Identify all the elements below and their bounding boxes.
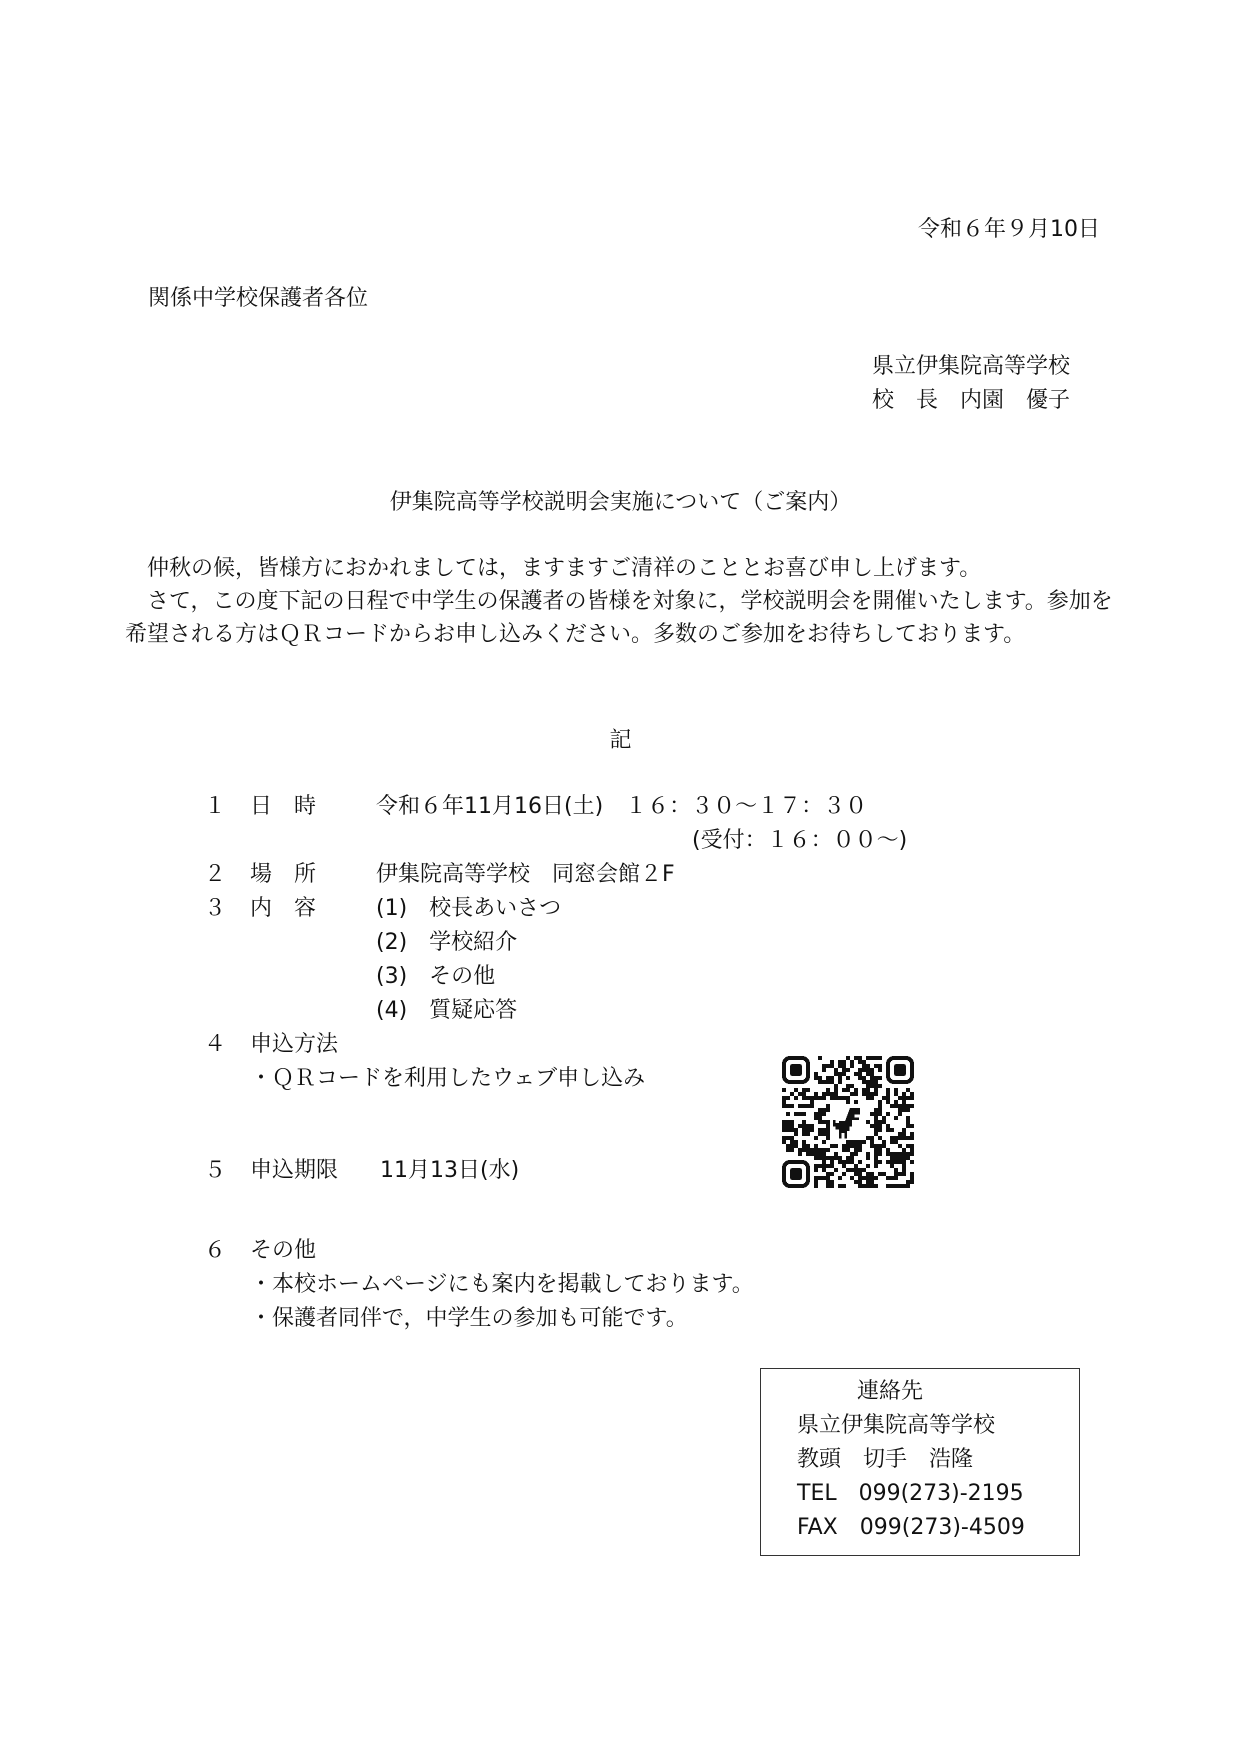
body-text xyxy=(125,552,1115,651)
document-date: 令和６年９月10日 xyxy=(918,217,1100,242)
ki-heading: 記 xyxy=(609,728,632,753)
contact-person: 教頭 切手 浩隆 xyxy=(797,1447,974,1472)
greeting-paragraph: 仲秋の候，皆様方におかれましては，ますますご清祥のこととお喜び申し上げます。 xyxy=(147,556,982,581)
item-2-value: 伊集院高等学校 同窓会館２F xyxy=(376,862,675,887)
item-3-sub-4: (4) 質疑応答 xyxy=(376,998,518,1023)
item-3-sub-1: (1) 校長あいさつ xyxy=(376,896,562,921)
item-6-label: その他 xyxy=(250,1238,317,1263)
sender-principal: 校 長 内園 優子 xyxy=(872,388,1071,413)
contact-tel: TEL 099(273)-2195 xyxy=(797,1481,1024,1506)
item-5-label: 申込期限 xyxy=(250,1158,339,1183)
item-3-label: 内 容 xyxy=(250,896,317,921)
item-6-detail-2: ・保護者同伴で，中学生の参加も可能です。 xyxy=(250,1306,688,1331)
item-5-value: 11月13日(水) xyxy=(380,1158,520,1183)
item-4-detail: ・ＱＲコードを利用したウェブ申し込み xyxy=(250,1066,646,1091)
recipient-line: 関係中学校保護者各位 xyxy=(148,286,369,311)
item-1-label: 日 時 xyxy=(250,794,317,819)
item-3-number: ３ xyxy=(204,896,227,921)
qr-code[interactable] xyxy=(782,1056,914,1188)
document-title: 伊集院高等学校説明会実施について（ご案内） xyxy=(389,490,852,515)
item-4-label: 申込方法 xyxy=(250,1032,339,1057)
item-2-label: 場 所 xyxy=(250,862,317,887)
invitation-paragraph: さて，この度下記の日程で中学生の保護者の皆様を対象に，学校説明会を開催いたします。参加を希望される方はＱＲコードからお申し込みください。多数のご参加をお待ちしております。 xyxy=(125,589,1113,647)
contact-heading: 連絡先 xyxy=(857,1379,924,1404)
item-4-number: ４ xyxy=(204,1032,227,1057)
contact-box xyxy=(760,1368,1080,1556)
item-6-number: ６ xyxy=(204,1238,227,1263)
item-3-sub-2: (2) 学校紹介 xyxy=(376,930,518,955)
contact-school: 県立伊集院高等学校 xyxy=(797,1413,996,1438)
dinosaur-icon xyxy=(830,1104,866,1140)
item-1-reception: (受付：１６：００～) xyxy=(692,828,908,853)
item-5-number: ５ xyxy=(204,1158,227,1183)
contact-fax: FAX 099(273)-4509 xyxy=(797,1515,1025,1540)
item-2-number: ２ xyxy=(204,862,227,887)
sender-school: 県立伊集院高等学校 xyxy=(872,354,1071,379)
item-6-detail-1: ・本校ホームページにも案内を掲載しております。 xyxy=(250,1272,754,1297)
item-3-sub-3: (3) その他 xyxy=(376,964,496,989)
item-1-value: 令和６年11月16日(土) １６：３０～１７：３０ xyxy=(376,794,868,819)
item-1-number: １ xyxy=(204,794,227,819)
